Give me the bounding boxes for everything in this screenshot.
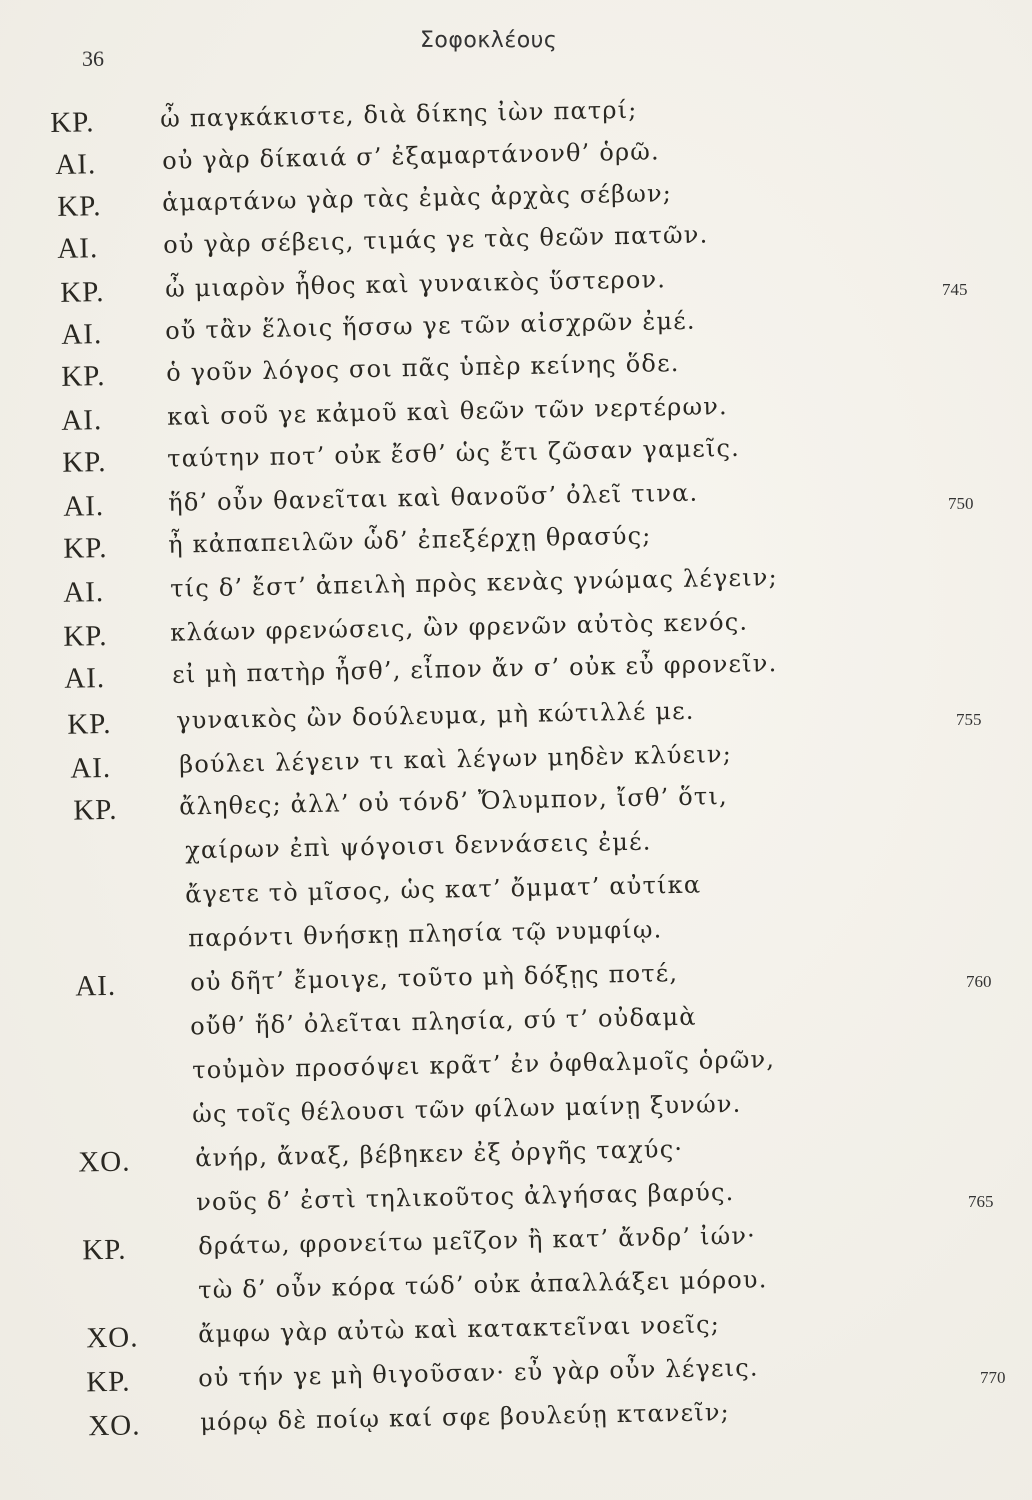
- verse-text: ὦ μιαρὸν ἦθος καὶ γυναικὸς ὕστερον.: [164, 265, 667, 303]
- speaker-label: ΚΡ.: [49, 106, 95, 140]
- running-head: Σοφοκλέους: [420, 28, 558, 53]
- verse-text: μόρῳ δὲ ποίῳ καί σφε βουλεύῃ κτανεῖν;: [199, 1397, 731, 1437]
- verse-text: οὐ γὰρ σέβεις, τιμάς γε τὰς θεῶν πατῶν.: [162, 220, 709, 259]
- verse-text: ἄγετε τὸ μῖσος, ὡς κατ’ ὄμματ’ αὐτίκα: [184, 870, 702, 909]
- verse-text: ἁμαρτάνω γὰρ τὰς ἐμὰς ἀρχὰς σέβων;: [161, 179, 673, 217]
- speaker-label: ΑΙ.: [62, 576, 105, 609]
- speaker-label: ΑΙ.: [63, 661, 106, 695]
- verse-text: τὼ δ’ οὖν κόρα τώδ’ οὐκ ἀπαλλάξει μόρου.: [197, 1265, 768, 1305]
- line-number: 765: [968, 1192, 994, 1211]
- line-number: 755: [956, 710, 982, 729]
- speaker-label: ΑΙ.: [62, 490, 105, 523]
- speaker-label: ΚΡ.: [56, 190, 102, 223]
- speaker-label: ΑΙ.: [74, 969, 117, 1003]
- speaker-label: ΑΙ.: [69, 751, 112, 785]
- verse-text: οὔθ’ ἥδ’ ὀλεῖται πλησία, σύ τ’ οὐδαμὰ: [189, 1002, 697, 1041]
- verse-text: τοὐμὸν προσόψει κρᾶτ’ ἐν ὀφθαλμοῖς ὁρῶν,: [191, 1045, 776, 1085]
- verse-text: οὐ γὰρ δίκαιά σ’ ἐξαμαρτάνονθ’ ὁρῶ.: [161, 137, 661, 175]
- verse-text: οὔ τἂν ἕλοις ἥσσω γε τῶν αἰσχρῶν ἐμέ.: [164, 306, 697, 345]
- speaker-label: ΚΡ.: [81, 1233, 127, 1267]
- speaker-label: ΑΙ.: [60, 318, 103, 351]
- verse-text: ἄληθες; ἀλλ’ οὐ τόνδ’ Ὄλυμπον, ἴσθ’ ὅτι,: [178, 782, 729, 821]
- speaker-label: ΑΙ.: [54, 148, 97, 181]
- speaker-label: ΑΙ.: [60, 404, 103, 437]
- page-number: 36: [82, 46, 104, 71]
- verse-text: κλάων φρενώσεις, ὢν φρενῶν αὐτὸς κενός.: [169, 607, 749, 647]
- verse-text: οὐ τήν γε μὴ θιγοῦσαν· εὖ γὰρ οὖν λέγεις.: [197, 1353, 759, 1393]
- verse-text: εἰ μὴ πατὴρ ἦσθ’, εἶπον ἄν σ’ οὐκ εὖ φρονεῖν.: [171, 649, 778, 689]
- speaker-label: ΚΡ.: [61, 445, 107, 479]
- verse-text: ἥδ’ οὖν θανεῖται καὶ θανοῦσ’ ὀλεῖ τινα.: [167, 478, 699, 517]
- line-number: 770: [980, 1368, 1006, 1387]
- speaker-label: ΧΟ.: [87, 1409, 141, 1443]
- speaker-label: ΚΡ.: [85, 1365, 131, 1399]
- verse-text: ὁ γοῦν λόγος σοι πᾶς ὑπὲρ κείνης ὅδε.: [165, 348, 680, 387]
- verse-text: χαίρων ἐπὶ ψόγοισι δεννάσεις ἐμέ.: [184, 827, 652, 865]
- verse-text: δράτω, φρονείτω μεῖζον ἢ κατ’ ἄνδρ’ ἰών·: [197, 1221, 757, 1261]
- verse-text: ἦ κἀπαπειλῶν ὧδ’ ἐπεξέρχῃ θρασύς;: [167, 521, 652, 559]
- speaker-label: ΚΡ.: [66, 707, 112, 741]
- verse-text: τίς δ’ ἔστ’ ἀπειλὴ πρὸς κενὰς γνώμας λέγειν;: [169, 563, 779, 603]
- speaker-label: ΚΡ.: [72, 793, 118, 827]
- speaker-label: ΚΡ.: [59, 276, 105, 309]
- speaker-label: ΧΟ.: [85, 1321, 139, 1355]
- verse-text: παρόντι θνήσκῃ πλησία τῷ νυμφίῳ.: [187, 915, 663, 953]
- verse-text: νοῦς δ’ ἐστὶ τηλικοῦτος ἀλγήσας βαρύς.: [195, 1177, 735, 1217]
- verse-text: ὦ παγκάκιστε, διὰ δίκης ἰὼν πατρί;: [159, 95, 638, 133]
- line-number: 745: [942, 280, 968, 299]
- speaker-label: ΑΙ.: [56, 232, 99, 265]
- verse-text: βούλει λέγειν τι καὶ λέγων μηδὲν κλύειν;: [178, 739, 733, 779]
- verse-text: ὡς τοῖς θέλουσι τῶν φίλων μαίνῃ ξυνών.: [191, 1089, 742, 1129]
- verse-text: ἄμφω γὰρ αὐτὼ καὶ κατακτεῖναι νοεῖς;: [197, 1310, 721, 1349]
- speaker-label: ΚΡ.: [62, 531, 108, 565]
- verse-text: οὐ δῆτ’ ἔμοιγε, τοῦτο μὴ δόξῃς ποτέ,: [189, 958, 679, 997]
- speaker-label: ΚΡ.: [62, 619, 108, 653]
- line-number: 760: [966, 972, 992, 991]
- line-number: 750: [948, 494, 974, 513]
- verse-text: ἀνήρ, ἄναξ, βέβηκεν ἐξ ὀργῆς ταχύς·: [194, 1134, 684, 1173]
- verse-text: γυναικὸς ὢν δούλευμα, μὴ κώτιλλέ με.: [175, 696, 695, 735]
- verse-text: καὶ σοῦ γε κἀμοῦ καὶ θεῶν τῶν νερτέρων.: [166, 392, 729, 431]
- verse-text: ταύτην ποτ’ οὐκ ἔσθ’ ὡς ἔτι ζῶσαν γαμεῖς.: [166, 433, 741, 473]
- speaker-label: ΚΡ.: [60, 359, 106, 393]
- speaker-label: ΧΟ.: [77, 1145, 131, 1179]
